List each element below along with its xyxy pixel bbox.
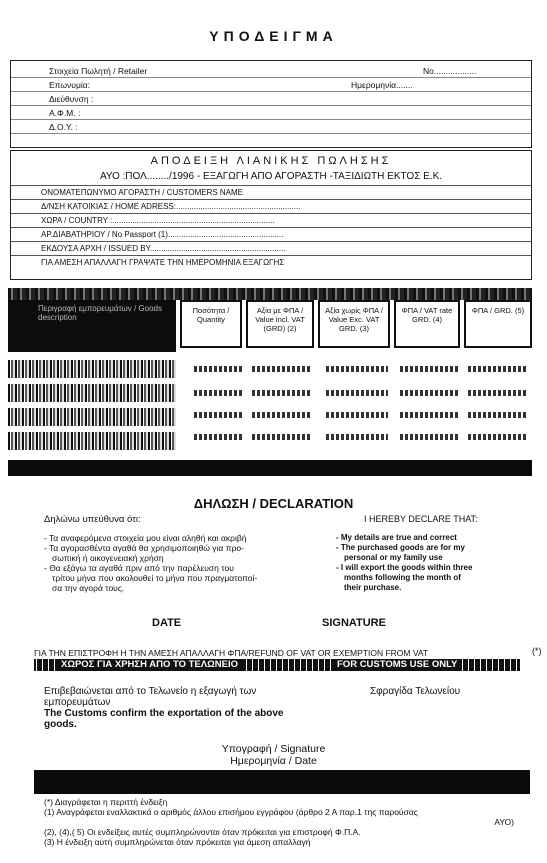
refund-line: ΓΙΑ ΤΗΝ ΕΠΙΣΤΡΟΦΗ Η ΤΗΝ ΑΜΕΣΗ ΑΠΑΛΛΑΓΗ ΦΠΑ/REFUND OF VAT OR EXEMPTION FROM VAT bbox=[34, 648, 429, 658]
footnote: (*) Διαγράφεται η περιττή ένδειξη bbox=[44, 797, 168, 807]
customer-name-field[interactable]: ΟΝΟΜΑΤΕΠΩΝΥΜΟ ΑΓΟΡΑΣΤΗ / CUSTOMERS NAME bbox=[11, 185, 531, 199]
value-incl-vat-header: Αξία με ΦΠΑ / Value incl. VAT (GRD) (2) bbox=[246, 300, 314, 348]
table-cell bbox=[468, 366, 528, 372]
table-cell bbox=[252, 412, 312, 418]
customs-stamp-label: Σφραγίδα Τελωνείου bbox=[370, 686, 461, 697]
table-row bbox=[8, 432, 176, 450]
table-cell bbox=[400, 366, 458, 372]
declaration-greek bbox=[44, 514, 257, 593]
table-cell bbox=[194, 412, 242, 418]
declaration-english bbox=[336, 514, 478, 593]
declaration-greek-item: - Θα εξάγω τα αγαθά πριν από την παρέλευση του bbox=[44, 563, 234, 573]
table-cell bbox=[194, 434, 242, 440]
quantity-header: Ποσότητα / Quantity bbox=[180, 300, 242, 348]
customs-date-label: Ημερομηνία / Date bbox=[230, 755, 317, 767]
table-cell bbox=[326, 412, 388, 418]
confirm-greek: Επιβεβαιώνεται από το Τελωνείο η εξαγωγή των bbox=[44, 686, 257, 697]
retailer-date-field[interactable]: Ημερομηνία....... bbox=[351, 80, 413, 90]
table-cell bbox=[326, 366, 388, 372]
customs-signature-block bbox=[0, 743, 547, 767]
footnotes bbox=[44, 797, 514, 847]
redacted-band bbox=[34, 770, 530, 794]
vat-amount-header: ΦΠΑ / GRD. (5) bbox=[464, 300, 532, 348]
declaration-english-heading: I HEREBY DECLARE THAT: bbox=[364, 514, 478, 524]
table-cell bbox=[252, 434, 312, 440]
table-row bbox=[8, 384, 176, 402]
table-cell bbox=[326, 390, 388, 396]
declaration-greek-heading: Δηλώνω υπεύθυνα ότι: bbox=[44, 514, 141, 525]
retailer-section bbox=[10, 60, 532, 148]
table-cell bbox=[194, 366, 242, 372]
declaration-greek-item: σωπική ή οικογενειακή χρήση bbox=[52, 553, 164, 563]
customs-use-greek: ΧΩΡΟΣ ΓΙΑ ΧΡΗΣΗ ΑΠΟ ΤΟ ΤΕΛΩΝΕΙΟ bbox=[58, 659, 241, 671]
footnote: (2), (4),( 5) Οι ενδείξεις αυτές συμπληρώνονται όταν πρόκειται για επιστροφή Φ.Π.Α. bbox=[44, 827, 361, 837]
table-cell bbox=[252, 366, 312, 372]
retailer-address-field[interactable]: Διεύθυνση : bbox=[49, 94, 94, 104]
footnote: ΑΥΟ) bbox=[494, 817, 514, 827]
table-cell bbox=[400, 412, 458, 418]
customs-use-english: FOR CUSTOMS USE ONLY bbox=[334, 659, 460, 671]
goods-table bbox=[8, 288, 532, 478]
table-cell bbox=[468, 412, 528, 418]
footnote: (1) Αναγράφεται εναλλακτικά ο αριθμός άλλου επισήμου εγγράφου (άρθρο 2 Α παρ.1 της παρούσας bbox=[44, 807, 418, 817]
footnote: (3) Η ένδειξη αυτή συμπληρώνεται όταν πρόκειται για άμεση απαλλαγή bbox=[44, 837, 311, 847]
table-cell bbox=[326, 434, 388, 440]
retailer-doy-field[interactable]: Δ.Ο.Υ. : bbox=[49, 122, 78, 132]
retailer-name-field[interactable]: Επωνυμία: bbox=[49, 80, 91, 90]
confirm-greek-cont: εμπορευμάτων bbox=[44, 697, 111, 708]
export-date-instruction: ΓΙΑ ΑΜΕΣΗ ΑΠΑΛΛΑΓΗ ΓΡΑΨΑΤΕ ΤΗΝ ΗΜΕΡΟΜΗΝΙΑ ΕΞΑΓΩΓΗΣ bbox=[11, 255, 531, 269]
confirm-english: The Customs confirm the exportation of the above bbox=[44, 708, 284, 719]
declaration-english-item: - My details are true and correct bbox=[336, 533, 457, 542]
table-cell bbox=[194, 390, 242, 396]
declaration-english-item: - The purchased goods are for my bbox=[336, 543, 465, 552]
customs-use-band bbox=[34, 659, 520, 671]
country-field[interactable]: ΧΩΡΑ / COUNTRY :......................................................................... bbox=[11, 213, 531, 227]
retailer-no-field[interactable]: No.................. bbox=[423, 66, 477, 76]
confirm-english-cont: goods. bbox=[44, 719, 77, 730]
table-cell bbox=[400, 434, 458, 440]
table-cell bbox=[468, 390, 528, 396]
declaration-greek-item: - Τα αναφερόμενα στοιχεία μου είναι αληθή και ακριβή bbox=[44, 533, 247, 543]
customs-signature-label: Υπογραφή / Signature bbox=[221, 743, 326, 755]
issued-by-field[interactable]: ΕΚΔΟΥΣΑ ΑΡΧΗ / ISSUED BY............................................................. bbox=[11, 241, 531, 255]
table-top-band bbox=[8, 288, 532, 300]
refund-footnote-mark: (*) bbox=[532, 646, 542, 656]
declaration-greek-item: τρίτου μήνα που ακολουθεί το μήνα που πραγματοποί- bbox=[52, 573, 258, 583]
signature-label: SIGNATURE bbox=[322, 617, 386, 629]
declaration-english-item: - I will export the goods within three bbox=[336, 563, 473, 572]
declaration-title: ΔΗΛΩΣΗ / DECLARATION bbox=[193, 496, 354, 511]
retailer-details-label: Στοιχεία Πωλητή / Retailer bbox=[49, 66, 148, 76]
value-excl-vat-header: Αξία χωρίς ΦΠΑ / Value Exc. VAT GRD. (3) bbox=[318, 300, 390, 348]
receipt-subtitle: ΑΥΟ :ΠΟΛ......../1996 - ΕΞΑΓΩΓΗ ΑΠΟ ΑΓΟΡΑΣΤΗ -ΤΑΞΙΔΙΩΤΗ ΕΚΤΟΣ Ε.Κ. bbox=[99, 171, 443, 182]
receipt-title: ΑΠΟΔΕΙΞΗ ΛΙΑΝΙΚΗΣ ΠΩΛΗΣΗΣ bbox=[150, 155, 392, 167]
declaration-english-item: their purchase. bbox=[344, 583, 402, 592]
form-title: ΥΠΟΔΕΙΓΜΑ bbox=[209, 28, 338, 44]
table-cell bbox=[468, 434, 528, 440]
retailer-afm-field[interactable]: Α.Φ.Μ. : bbox=[49, 108, 81, 118]
declaration-greek-item: σα την αγορά τους. bbox=[52, 583, 125, 593]
table-row bbox=[8, 360, 176, 378]
vat-rate-header: ΦΠΑ / VAT rate GRD. (4) bbox=[394, 300, 460, 348]
home-address-field[interactable]: Δ/ΝΣΗ ΚΑΤΟΙΚΙΑΣ / HOME ADRESS:........................................................ bbox=[11, 199, 531, 213]
date-label: DATE bbox=[152, 617, 182, 629]
declaration-english-item: personal or my family use bbox=[344, 553, 443, 562]
declaration-greek-item: - Τα αγορασθέντα αγαθά θα χρησιμοποιηθώ για προ- bbox=[44, 543, 244, 553]
table-cell bbox=[400, 390, 458, 396]
table-footer-band bbox=[8, 460, 532, 476]
passport-field[interactable]: ΑΡ.ΔΙΑΒΑΤΗΡΙΟΥ / No Passport (1).................................................... bbox=[11, 227, 531, 241]
customs-confirmation bbox=[44, 686, 283, 730]
table-row bbox=[8, 408, 176, 426]
receipt-section bbox=[10, 150, 532, 280]
declaration-english-item: months following the month of bbox=[344, 573, 461, 582]
goods-description-header: Περιγραφή εμπορευμάτων / Goods description bbox=[8, 300, 176, 352]
table-cell bbox=[252, 390, 312, 396]
